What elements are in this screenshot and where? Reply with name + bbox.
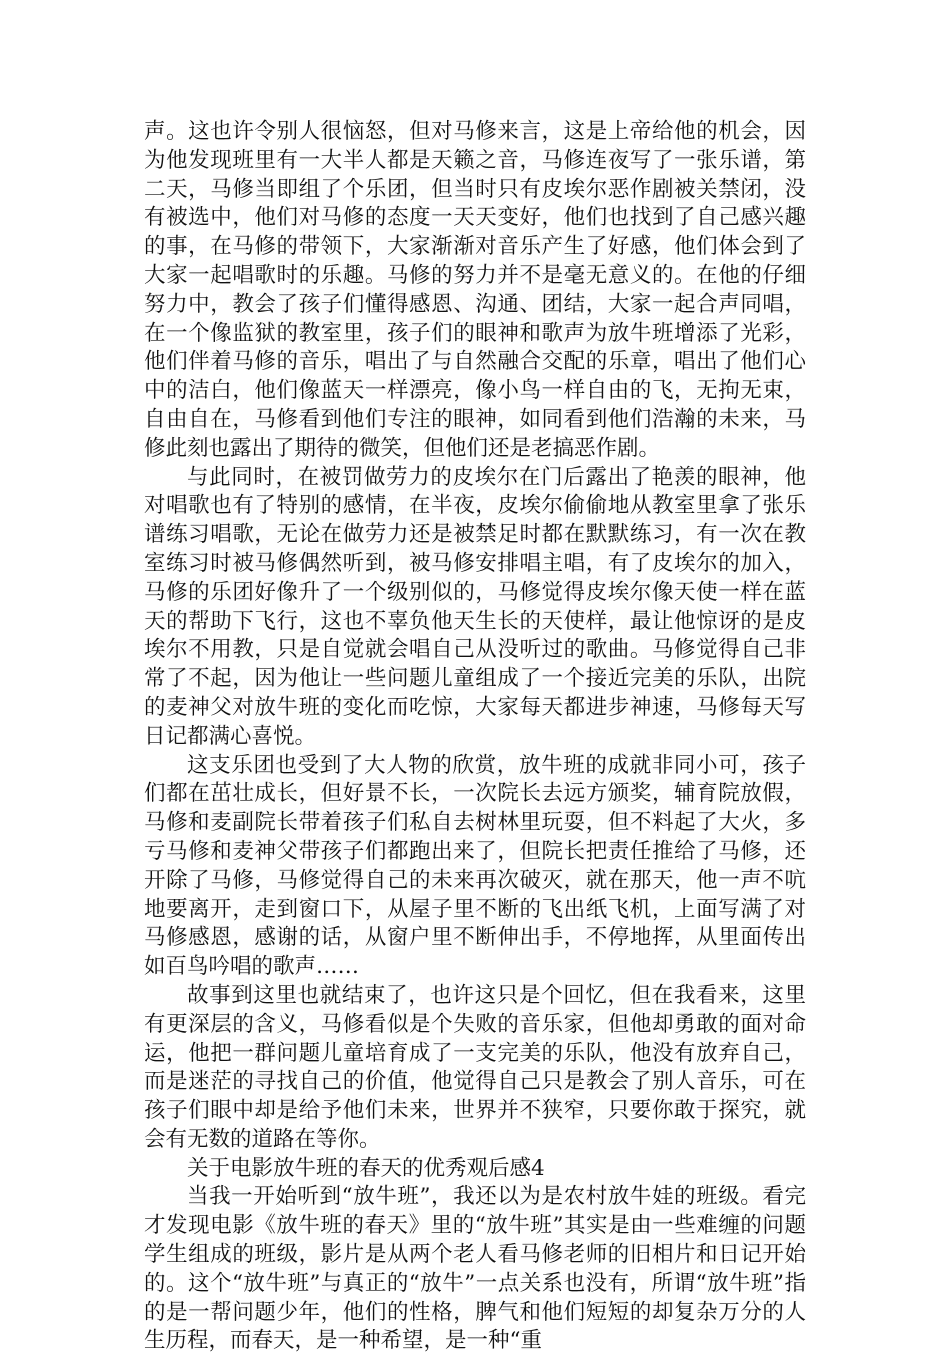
paragraph-continued: 声。这也许令别人很恼怒，但对马修来言，这是上帝给他的机会，因为他发现班里有一大半人都是天籁之音，马修连夜写了一张乐谱，第二天，马修当即组了个乐团，但当时只有皮埃尔恶作剧被关禁闭，没有被选中，他们对马修的态度一天天变好，他们也找到了自己感兴趣的事，在马修的带领下，大家渐渐对音乐产生了好感，他们体会到了大家一起唱歌时的乐趣。马修的努力并不是毫无意义的。在他的仔细努力中，教会了孩子们懂得感恩、沟通、团结，大家一起合声同唱，在一个像监狱的教室里，孩子们的眼神和歌声为放牛班增添了光彩，他们伴着马修的音乐，唱出了与自然融合交配的乐章，唱出了他们心中的洁白，他们像蓝天一样漂亮，像小鸟一样自由的飞，无拘无束，自由自在，马修看到他们专注的眼神，如同看到他们浩瀚的未来，马修此刻也露出了期待的微笑，但他们还是老搞恶作剧。 — [144, 119, 806, 461]
paragraph-fire: 这支乐团也受到了大人物的欣赏，放牛班的成就非同小可，孩子们都在茁壮成长，但好景不长，一次院长去远方颁奖，辅育院放假，马修和麦副院长带着孩子们私自去树林里玩耍，但不料起了大火，多亏马修和麦神父带孩子们都跑出来了，但院长把责任推给了马修，还开除了马修，马修觉得自己的未来再次破灭，就在那天，他一声不吭地要离开，走到窗口下，从屋子里不断的飞出纸飞机，上面写满了对马修感恩，感谢的话，从窗户里不断伸出手，不停地挥，从里面传出如百鸟吟唱的歌声…… — [144, 752, 806, 980]
paragraph-conclusion: 故事到这里也就结束了，也许这只是个回忆，但在我看来，这里有更深层的含义，马修看似是个失败的音乐家，但他却勇敢的面对命运，他把一群问题儿童培育成了一支完美的乐队，他没有放弃自己，而是迷茫的寻找自己的价值，他觉得自己只是教会了别人音乐，可在孩子们眼中却是给予他们未来，世界并不狭窄，只要你敢于探究，就会有无数的道路在等你。 — [144, 982, 806, 1152]
paragraph-pierre: 与此同时，在被罚做劳力的皮埃尔在门后露出了艳羡的眼神，他对唱歌也有了特别的感情，在半夜，皮埃尔偷偷地从教室里拿了张乐谱练习唱歌，无论在做劳力还是被禁足时都在默默练习，有一次在教室练习时被马修偶然听到，被马修安排唱主唱，有了皮埃尔的加入，马修的乐团好像升了一个级别似的，马修觉得皮埃尔像天使一样在蓝天的帮助下飞行，这也不辜负他天生长的天使样，最让他惊讶的是皮埃尔不用教，只是自觉就会唱自己从没听过的歌曲。马修觉得自己非常了不起，因为他让一些问题儿童组成了一个接近完美的乐队，出院的麦神父对放牛班的变化而吃惊，大家每天都进步神速，马修每天写日记都满心喜悦。 — [144, 464, 806, 749]
paragraph-review-4: 当我一开始听到“放牛班”，我还以为是农村放牛娃的班级。看完才发现电影《放牛班的春天》里的“放牛班”其实是由一些难缠的问题学生组成的班级，影片是从两个老人看马修老师的旧相片和日记开始的。这个“放牛班”与真正的“放牛”一点关系也没有，所谓“放牛班”指的是一帮问题少年，他们的性格，脾气和他们短短的却复杂万分的人生历程，而春天，是一种希望，是一种“重 — [144, 1184, 806, 1354]
document-page — [144, 118, 806, 1356]
section-heading: 关于电影放牛班的春天的优秀观后感4 — [187, 1155, 545, 1181]
